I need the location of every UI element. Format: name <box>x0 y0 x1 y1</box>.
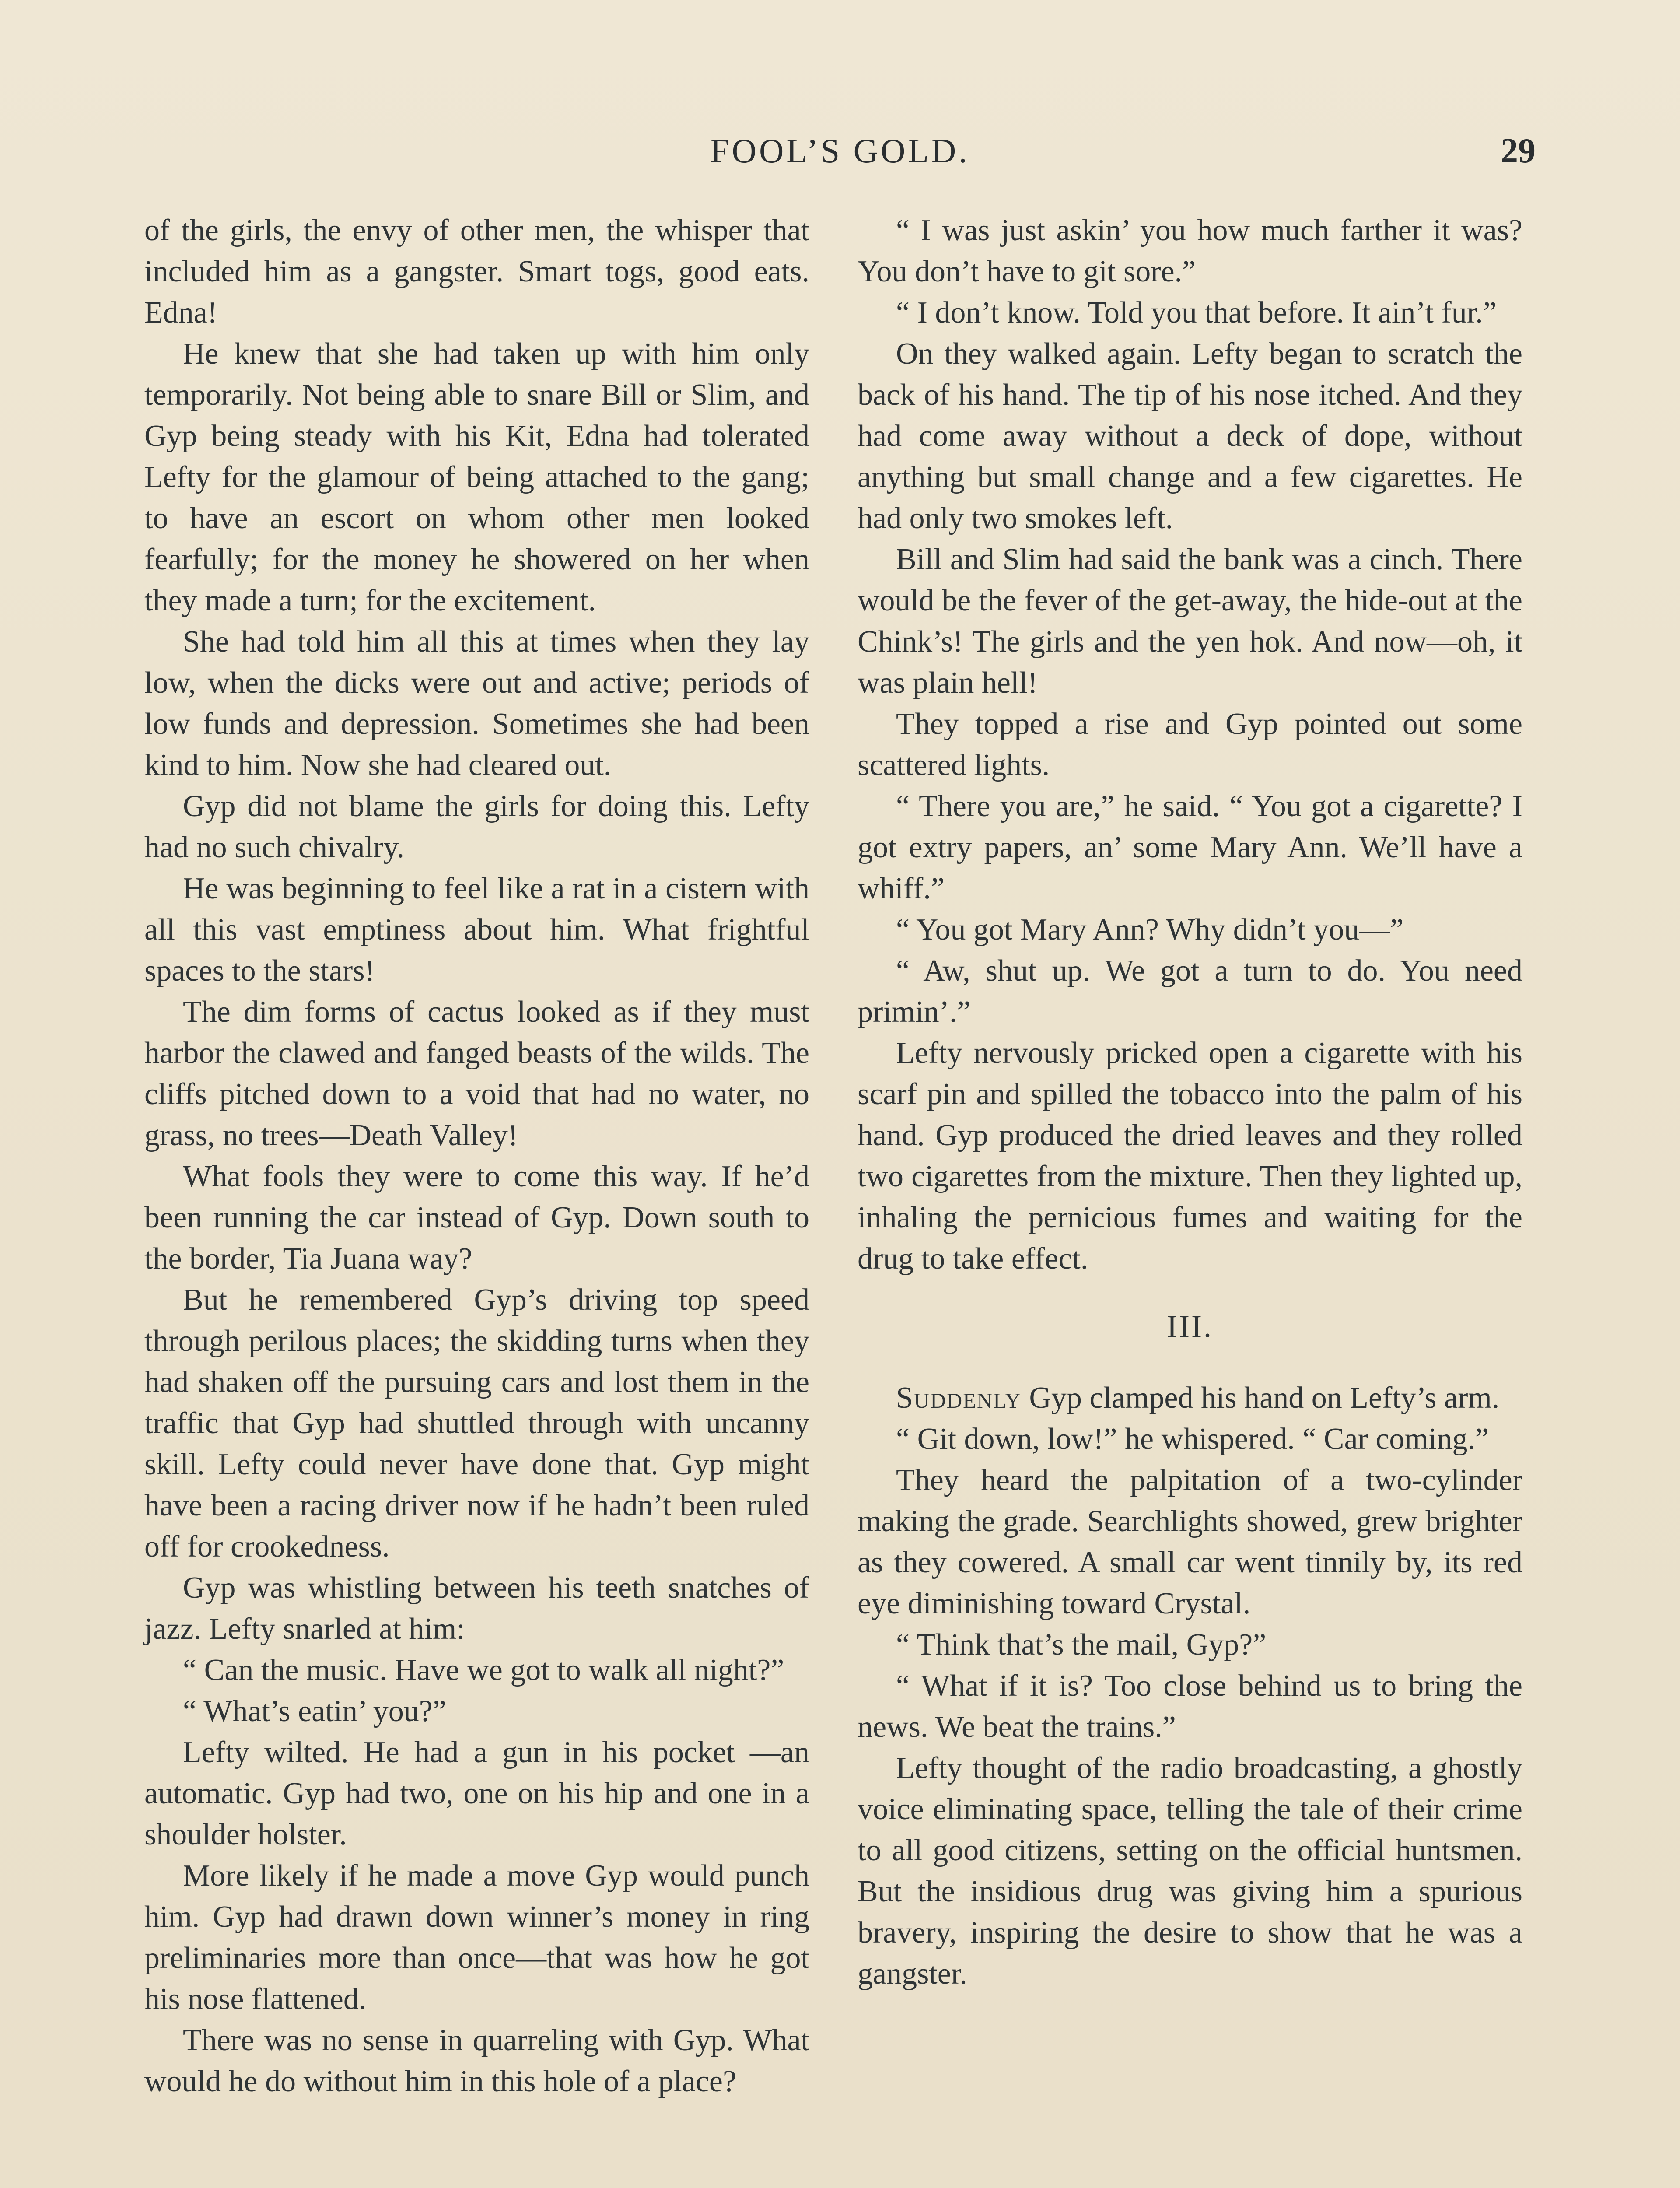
opening-word: Suddenly <box>896 1381 1022 1415</box>
paragraph: Bill and Slim had said the bank was a cinch. There would be the fever of the get-away, the hide-out at the Chink’s! The girls and the yen hok. And now—oh, it was plain hell! <box>858 543 1522 700</box>
paragraph: “ Can the music. Have we got to walk all night?” <box>183 1653 784 1687</box>
paragraph: “ Git down, low!” he whispered. “ Car coming.” <box>896 1422 1489 1456</box>
paragraph: “ You got Mary Ann? Why didn’t you—” <box>896 913 1404 947</box>
paragraph: Lefty nervously pricked open a cigarette with his scarf pin and spilled the tobacco into the palm of his hand. Gyp produced the dried leaves and they rolled two cigarettes from the mixture. Then they lighted up, inhaling the pernicious fumes and waiting for the drug to take effect. <box>858 1036 1522 1276</box>
paragraph: They heard the palpitation of a two-cylinder making the grade. Searchlights showed, grew brighter as they cowered. A small car went tinnily by, its red eye diminishing toward Crystal. <box>858 1463 1522 1620</box>
page-number: 29 <box>1501 132 1536 170</box>
paragraph: “ I don’t know. Told you that before. It ain’t fur.” <box>896 296 1497 330</box>
paragraph: “ Think that’s the mail, Gyp?” <box>896 1628 1267 1662</box>
paragraph: Lefty thought of the radio broadcasting, a ghostly voice eliminating space, telling the tale of their crime to all good citizens, setting on the official huntsmen. But the insidious drug was giving him a spurious bravery, inspiring the desire to show that he was a gangster. <box>858 1751 1522 1991</box>
page-header <box>144 131 1536 184</box>
paragraph: Lefty wilted. He had a gun in his pocket —an automatic. Gyp had two, one on his hip and one in a shoulder holster. <box>144 1736 809 1851</box>
section-opening-paragraph <box>858 1378 1522 1419</box>
opening-rest: Gyp clamped his hand on Lefty’s arm. <box>1021 1381 1500 1415</box>
paragraph: “ What’s eatin’ you?” <box>183 1694 446 1728</box>
right-column <box>858 210 1522 1995</box>
left-column <box>144 210 809 2102</box>
paragraph: On they walked again. Lefty began to scratch the back of his hand. The tip of his nose itched. And they had come away without a deck of dope, without anything but small change and a few cigarettes. He had only two smokes left. <box>858 337 1522 535</box>
paragraph: He was beginning to feel like a rat in a cistern with all this vast emptiness about him. What frightful spaces to the stars! <box>144 872 809 988</box>
running-title: FOOL’S GOLD. <box>710 132 970 170</box>
paragraph: There was no sense in quarreling with Gyp. What would he do without him in this hole of a place? <box>144 2023 809 2098</box>
paragraph: “ Aw, shut up. We got a turn to do. You need primin’.” <box>858 954 1522 1029</box>
paragraph: “ I was just askin’ you how much farther it was? You don’t have to git sore.” <box>858 214 1522 288</box>
paragraph: of the girls, the envy of other men, the whisper that included him as a gangster. Smart togs, good eats. Edna! <box>144 214 809 330</box>
paragraph: The dim forms of cactus looked as if they must harbor the clawed and fanged beasts of the wilds. The cliffs pitched down to a void that had no water, no grass, no trees—Death Valley! <box>144 995 809 1152</box>
paragraph: What fools they were to come this way. If he’d been running the car instead of Gyp. Down south to the border, Tia Juana way? <box>144 1160 809 1276</box>
paragraph: He knew that she had taken up with him only temporarily. Not being able to snare Bill or Slim, and Gyp being steady with his Kit, Edna had tolerated Lefty for the glamour of being attached to the gang; to have an escort on whom other men looked fearfully; for the money he showered on her when they made a turn; for the excitement. <box>144 337 809 617</box>
paragraph: She had told him all this at times when they lay low, when the dicks were out and active; periods of low funds and depression. Sometimes she had been kind to him. Now she had cleared out. <box>144 625 809 782</box>
paragraph: Gyp did not blame the girls for doing this. Lefty had no such chivalry. <box>144 789 809 864</box>
paragraph: But he remembered Gyp’s driving top speed through perilous places; the skidding turns when they had shaken off the pursuing cars and lost them in the traffic that Gyp had shuttled through with uncanny skill. Lefty could never have done that. Gyp might have been a racing driver now if he hadn’t been ruled off for crookedness. <box>144 1283 809 1564</box>
paragraph: Gyp was whistling between his teeth snatches of jazz. Lefty snarled at him: <box>144 1571 809 1646</box>
paragraph: More likely if he made a move Gyp would punch him. Gyp had drawn down winner’s money in ring preliminaries more than once—that was how he got his nose flattened. <box>144 1859 809 2016</box>
paragraph: “ There you are,” he said. “ You got a cigarette? I got extry papers, an’ some Mary Ann. We’ll have a whiff.” <box>858 789 1522 905</box>
paragraph: They topped a rise and Gyp pointed out some scattered lights. <box>858 707 1522 782</box>
paragraph: “ What if it is? Too close behind us to bring the news. We beat the trains.” <box>858 1669 1522 1744</box>
section-heading: III. <box>1167 1309 1213 1344</box>
